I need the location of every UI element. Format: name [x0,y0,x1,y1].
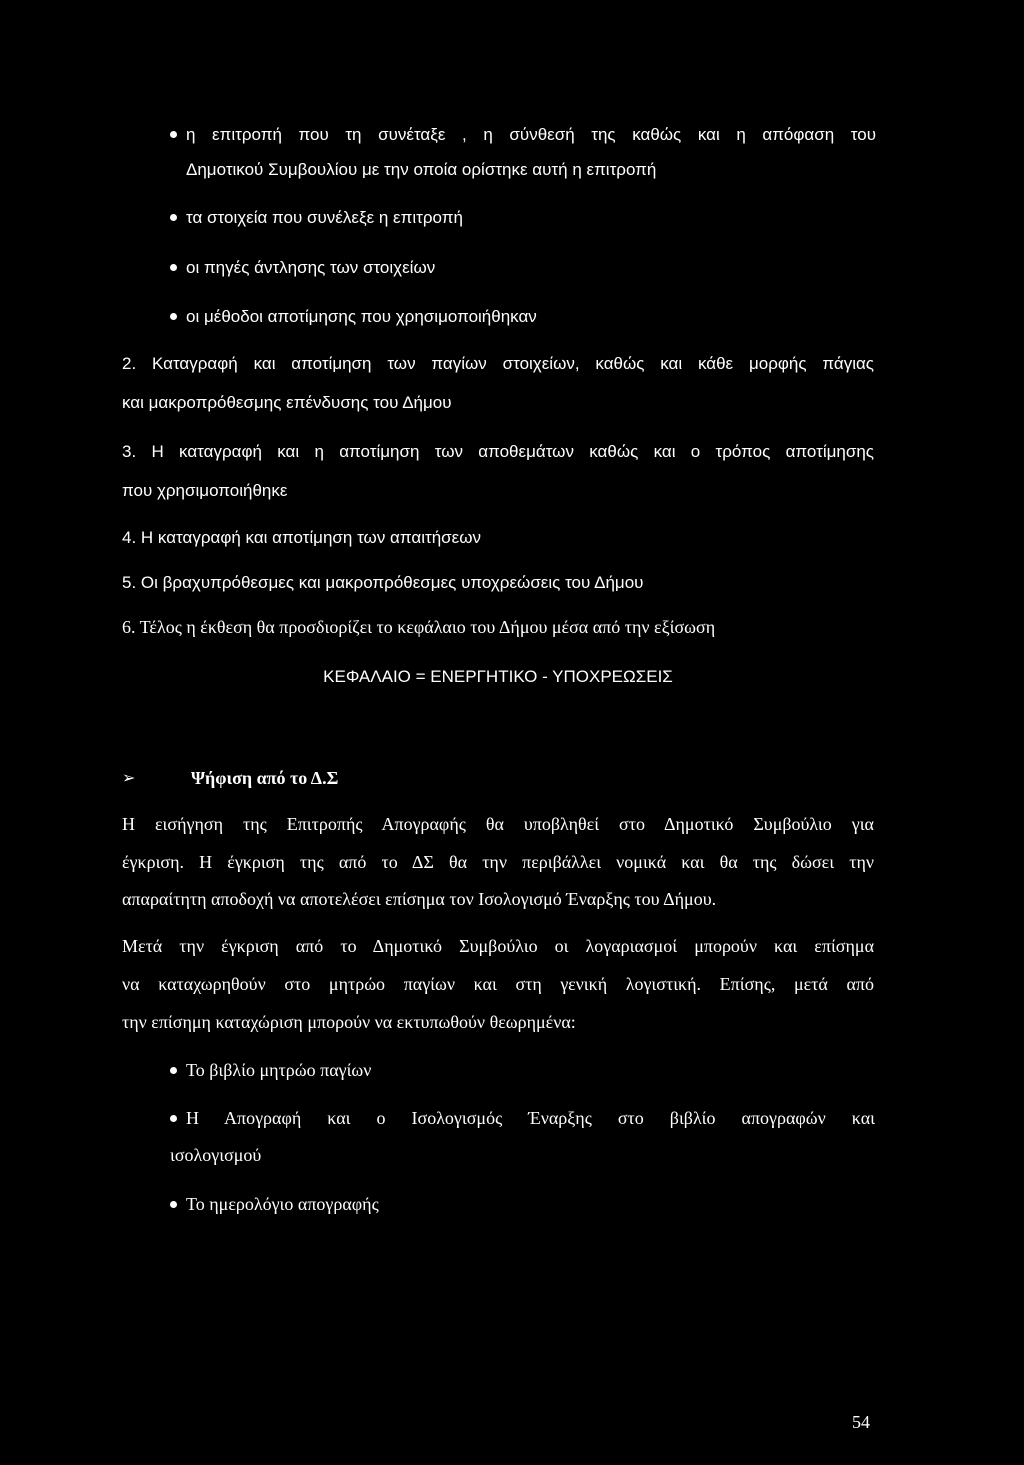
list-item [170,125,876,145]
list-item-text: Το βιβλίο μητρώο παγίων [186,1060,372,1080]
list-item-text: Η Απογραφή και ο Ισολογισμός Έναρξης στο βιβλίο απογραφών και [186,1108,875,1128]
paragraph-2-line-1: Μετά την έγκριση από το Δημοτικό Συμβούλιο οι λογαριασμοί μπορούν και επίσημα [122,936,874,956]
list-item-continuation: Δημοτικού Συμβουλίου με την οποία ορίστηκε αυτή η επιτροπή [186,160,657,179]
numbered-item-5: 5. Οι βραχυπρόθεσμες και μακροπρόθεσμες υποχρεώσεις του Δήμου [122,573,644,592]
paragraph-1-line-2: έγκριση. Η έγκριση της από το ΔΣ θα την περιβάλλει νομικά και θα της δώσει την [122,852,874,872]
numbered-item-2: 2. Καταγραφή και αποτίμηση των παγίων στοιχείων, καθώς και κάθε μορφής πάγιας [122,354,874,373]
bullet-icon [170,313,177,320]
bullet-icon [170,264,177,271]
paragraph-1-line-3: απαραίτητη αποδοχή να αποτελέσει επίσημα τον Ισολογισμό Έναρξης του Δήμου. [122,889,717,909]
list-item-continuation: ισολογισμού [170,1145,262,1165]
list-item [170,1108,875,1128]
section-heading: Ψήφιση από το Δ.Σ [191,768,339,788]
list-item-text: οι μέθοδοι αποτίμησης που χρησιμοποιήθηκαν [186,307,537,326]
numbered-item-3-continuation: που χρησιμοποιήθηκε [122,481,288,500]
numbered-item-2-continuation: και μακροπρόθεσμης επένδυσης του Δήμου [122,393,452,412]
page-number: 54 [852,1412,870,1432]
list-item-text: τα στοιχεία που συνέλεξε η επιτροπή [186,208,463,227]
paragraph-2-line-3: την επίσημη καταχώριση μπορούν να εκτυπωθούν θεωρημένα: [122,1012,576,1032]
paragraph-2-line-2: να καταχωρηθούν στο μητρώο παγίων και στη γενική λογιστική. Επίσης, μετά από [122,974,874,994]
equation: ΚΕΦΑΛΑΙΟ = ΕΝΕΡΓΗΤΙΚΟ - ΥΠΟΧΡΕΩΣΕΙΣ [323,667,673,686]
arrow-bullet-icon: ➢ [122,768,136,787]
list-item [170,307,537,327]
list-item [170,1060,371,1080]
numbered-item-4: 4. Η καταγραφή και αποτίμηση των απαιτήσεων [122,528,481,547]
bullet-icon [170,1115,177,1122]
list-item [170,208,463,228]
bullet-icon [170,131,177,138]
paragraph-1-line-1: Η εισήγηση της Επιτροπής Απογραφής θα υποβληθεί στο Δημοτικό Συμβούλιο για [122,814,874,834]
numbered-item-6: 6. Τέλος η έκθεση θα προσδιορίζει το κεφάλαιο του Δήμου μέσα από την εξίσωση [122,617,716,637]
list-item [170,1194,379,1214]
bullet-icon [170,1067,177,1074]
numbered-item-3: 3. Η καταγραφή και η αποτίμηση των αποθεμάτων καθώς και ο τρόπος αποτίμησης [122,442,874,461]
list-item-text: η επιτροπή που τη συνέταξε , η σύνθεσή της καθώς και η απόφαση του [186,125,876,144]
list-item [170,258,435,278]
bullet-icon [170,214,177,221]
bullet-icon [170,1201,177,1208]
list-item-text: οι πηγές άντλησης των στοιχείων [186,258,436,277]
list-item-text: Το ημερολόγιο απογραφής [186,1194,379,1214]
